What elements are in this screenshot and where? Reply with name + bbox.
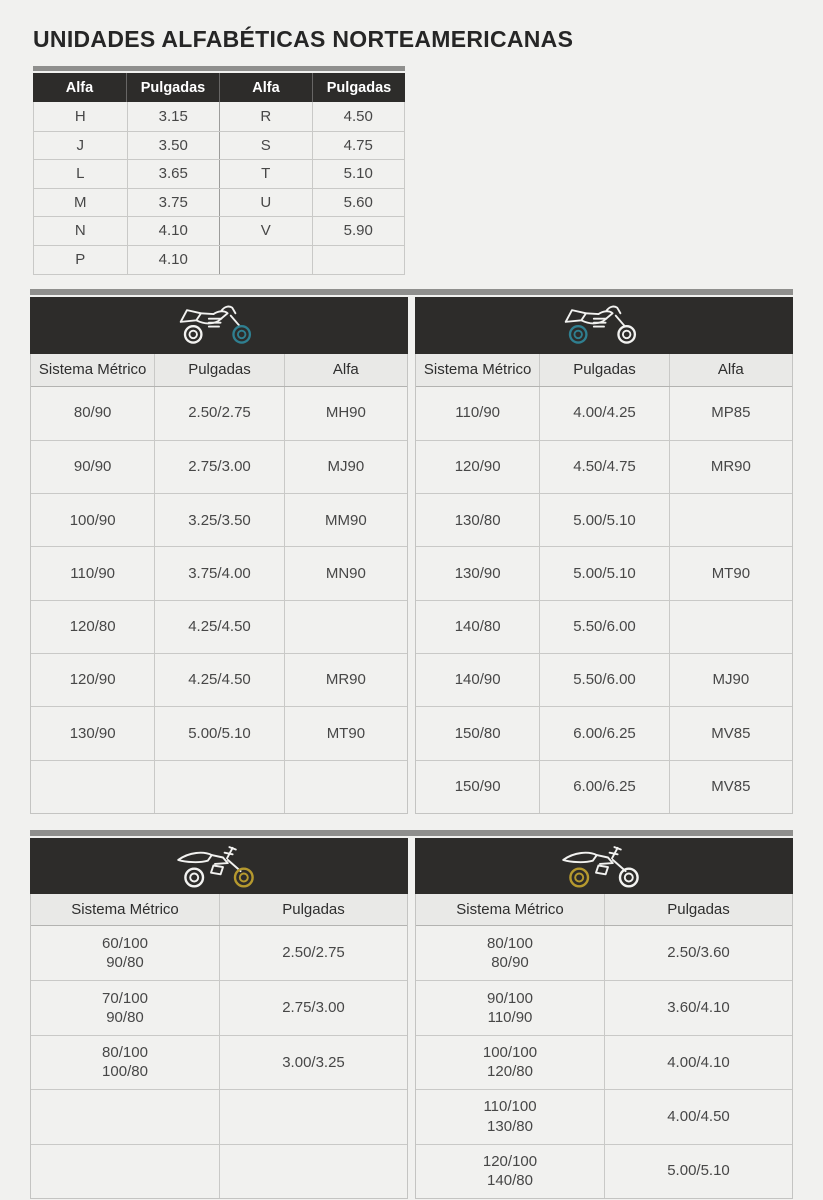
table-cell — [219, 1090, 407, 1143]
column-header-pulgadas: Pulgadas — [219, 894, 407, 925]
table-cell: 70/100 90/80 — [102, 989, 148, 1027]
table-cell: MH90 — [284, 387, 407, 440]
table-cell: 3.25/3.50 — [154, 494, 283, 546]
table-cell: MJ90 — [669, 654, 792, 706]
table-row — [34, 102, 404, 131]
table-cell: 110/90 — [455, 404, 501, 422]
sport-motorcycle-rear-wheel-icon — [561, 302, 647, 348]
table-row — [31, 980, 407, 1034]
table-cell: V — [219, 217, 312, 245]
table-cell: M — [74, 193, 87, 211]
column-header-pulgadas: Pulgadas — [539, 354, 668, 386]
section-top-strip — [30, 830, 793, 836]
table-cell: 80/100 100/80 — [102, 1043, 148, 1081]
table-row — [31, 600, 407, 653]
offroad-front-tire-band — [30, 838, 408, 894]
offroad-front-subheader — [31, 894, 407, 926]
table-cell: 140/90 — [454, 671, 501, 689]
table-cell: 4.25/4.50 — [154, 601, 283, 653]
table-row — [416, 387, 792, 440]
table-cell: 4.25/4.50 — [154, 654, 283, 706]
table-cell: MR90 — [284, 654, 407, 706]
page-title: UNIDADES ALFABÉTICAS NORTEAMERICANAS — [33, 26, 574, 52]
table-cell: MR90 — [669, 441, 792, 493]
table-cell: 4.50 — [312, 102, 405, 131]
table-cell: 5.00/5.10 — [154, 707, 283, 759]
table-cell: H — [74, 107, 86, 125]
table-cell: 120/100 140/80 — [482, 1152, 538, 1190]
table-row — [31, 1144, 407, 1198]
street-tables — [30, 297, 793, 814]
front-wheel — [618, 326, 634, 342]
table-cell: 5.00/5.10 — [539, 494, 668, 546]
table-row — [416, 926, 792, 980]
offroad-front-table-body — [31, 926, 407, 1198]
table-cell: P — [75, 251, 86, 269]
table-cell: 4.10 — [127, 217, 220, 245]
rear-wheel — [185, 326, 201, 342]
sport-motorcycle-front-wheel-icon — [176, 302, 262, 348]
street-front-tire-table — [30, 297, 408, 814]
offroad-front-tire-table — [30, 838, 408, 1199]
table-row — [31, 387, 407, 440]
table-cell — [219, 246, 312, 274]
table-cell: 3.75/4.00 — [154, 547, 283, 599]
table-row — [416, 653, 792, 706]
table-row — [416, 980, 792, 1034]
column-header-pulgadas: Pulgadas — [604, 894, 792, 925]
column-header-sistema-metrico: Sistema Métrico — [423, 361, 532, 379]
rear-wheel-highlighted — [570, 869, 588, 887]
table-cell: MM90 — [284, 494, 407, 546]
table-row — [416, 760, 792, 813]
table-cell: 3.60/4.10 — [604, 981, 792, 1034]
table-cell: L — [76, 165, 85, 183]
street-rear-table-frame — [415, 354, 793, 814]
table-row — [31, 926, 407, 980]
table-cell: 5.50/6.00 — [539, 654, 668, 706]
column-header-sistema-metrico: Sistema Métrico — [38, 361, 147, 379]
table-cell: MT90 — [669, 547, 792, 599]
table-cell: 4.50/4.75 — [539, 441, 668, 493]
street-front-tire-band — [30, 297, 408, 354]
street-front-table-frame — [30, 354, 408, 814]
table-cell: 4.10 — [127, 246, 220, 274]
front-wheel — [620, 869, 638, 887]
offroad-rear-table-frame — [415, 894, 793, 1199]
offroad-rear-tire-band — [415, 838, 793, 894]
table-cell: MV85 — [669, 707, 792, 759]
table-cell — [31, 1090, 219, 1143]
rear-wheel-highlighted — [570, 326, 586, 342]
table-cell — [219, 1145, 407, 1198]
table-cell — [31, 1145, 219, 1198]
table-row — [31, 706, 407, 759]
table-cell — [154, 761, 283, 813]
section-top-strip — [30, 289, 793, 295]
table-cell: 80/90 — [73, 404, 112, 422]
table-row — [34, 245, 404, 274]
table-row — [416, 440, 792, 493]
rear-wheel — [185, 869, 203, 887]
table-cell: 110/90 — [70, 564, 116, 582]
table-cell: 2.50/3.60 — [604, 926, 792, 980]
table-cell: 100/100 120/80 — [482, 1043, 538, 1081]
table-row — [31, 440, 407, 493]
table-row — [416, 493, 792, 546]
column-header-pulgadas: Pulgadas — [312, 73, 405, 102]
table-cell: 80/100 80/90 — [487, 934, 533, 972]
street-front-subheader — [31, 354, 407, 387]
front-wheel-highlighted — [233, 326, 249, 342]
table-cell: 3.50 — [127, 132, 220, 160]
table-cell: S — [219, 132, 312, 160]
table-cell: MN90 — [284, 547, 407, 599]
dirt-motorcycle-front-wheel-icon — [175, 842, 263, 889]
table-row — [416, 1089, 792, 1143]
table-cell: 4.00/4.50 — [604, 1090, 792, 1143]
table-cell: 150/90 — [454, 778, 501, 796]
offroad-tables — [30, 838, 793, 1199]
table-cell: 120/90 — [69, 671, 116, 689]
street-rear-table-body — [416, 387, 792, 813]
street-tires-section — [30, 289, 793, 814]
table-cell: 90/100 110/90 — [487, 989, 533, 1027]
table-row — [416, 1144, 792, 1198]
dirt-motorcycle-rear-wheel-icon — [560, 842, 648, 889]
street-front-table-body — [31, 387, 407, 813]
table-cell: 120/80 — [69, 618, 116, 636]
alpha-units-table — [33, 66, 405, 275]
table-cell: 2.50/2.75 — [154, 387, 283, 440]
column-header-alfa: Alfa — [284, 354, 407, 386]
column-header-sistema-metrico: Sistema Métrico — [456, 900, 564, 918]
table-top-strip — [33, 66, 405, 71]
table-cell: 5.10 — [312, 160, 405, 188]
table-row — [34, 131, 404, 160]
table-row — [31, 493, 407, 546]
table-cell — [312, 246, 405, 274]
table-cell: 5.00/5.10 — [539, 547, 668, 599]
table-cell: 5.50/6.00 — [539, 601, 668, 653]
offroad-tires-section — [30, 830, 793, 1199]
table-row — [31, 1089, 407, 1143]
table-row — [416, 600, 792, 653]
column-header-alfa: Alfa — [219, 73, 312, 102]
table-cell: 5.60 — [312, 189, 405, 217]
table-cell: 6.00/6.25 — [539, 707, 668, 759]
table-cell — [31, 761, 154, 813]
table-cell: 150/80 — [454, 724, 501, 742]
table-row — [34, 216, 404, 245]
table-cell — [669, 601, 792, 653]
table-cell: MT90 — [284, 707, 407, 759]
table-cell: 140/80 — [454, 618, 501, 636]
table-row — [31, 546, 407, 599]
table-row — [416, 706, 792, 759]
table-cell: MP85 — [669, 387, 792, 440]
table-cell: N — [74, 222, 86, 240]
street-rear-subheader — [416, 354, 792, 387]
table-cell: J — [76, 136, 84, 154]
table-cell: 3.75 — [127, 189, 220, 217]
table-row — [416, 1035, 792, 1089]
table-row — [416, 546, 792, 599]
offroad-front-table-frame — [30, 894, 408, 1199]
column-header-pulgadas: Pulgadas — [126, 73, 219, 102]
street-rear-tire-band — [415, 297, 793, 354]
table-row — [31, 760, 407, 813]
table-cell: 3.65 — [127, 160, 220, 188]
table-cell: 2.75/3.00 — [219, 981, 407, 1034]
table-cell: 4.75 — [312, 132, 405, 160]
table-cell: 130/90 — [69, 724, 116, 742]
table-cell: MJ90 — [284, 441, 407, 493]
table-cell: 120/90 — [454, 458, 501, 476]
alpha-table-header — [33, 73, 405, 102]
table-cell: 130/90 — [454, 564, 501, 582]
table-row — [34, 188, 404, 217]
table-cell: T — [219, 160, 312, 188]
table-cell — [284, 761, 407, 813]
table-cell — [284, 601, 407, 653]
table-row — [34, 159, 404, 188]
table-cell: 4.00/4.25 — [539, 387, 668, 440]
offroad-rear-table-body — [416, 926, 792, 1198]
offroad-rear-tire-table — [415, 838, 793, 1199]
column-header-pulgadas: Pulgadas — [154, 354, 283, 386]
table-cell: MV85 — [669, 761, 792, 813]
column-header-sistema-metrico: Sistema Métrico — [71, 900, 179, 918]
table-cell: 60/100 90/80 — [102, 934, 148, 972]
alpha-table-body — [33, 102, 405, 275]
column-header-alfa: Alfa — [65, 79, 94, 96]
table-cell — [669, 494, 792, 546]
table-cell: 3.15 — [127, 102, 220, 131]
table-cell: R — [219, 102, 312, 131]
table-cell: 130/80 — [454, 511, 501, 529]
table-cell: 3.00/3.25 — [219, 1036, 407, 1089]
table-cell: 5.90 — [312, 217, 405, 245]
table-row — [31, 1035, 407, 1089]
table-cell: 5.00/5.10 — [604, 1145, 792, 1198]
table-row — [31, 653, 407, 706]
front-wheel-highlighted — [235, 869, 253, 887]
table-cell: 2.50/2.75 — [219, 926, 407, 980]
table-cell: 110/100 130/80 — [483, 1098, 537, 1135]
column-header-alfa: Alfa — [669, 354, 792, 386]
table-cell: 90/90 — [73, 458, 112, 476]
table-cell: 4.00/4.10 — [604, 1036, 792, 1089]
table-cell: 6.00/6.25 — [539, 761, 668, 813]
table-cell: 2.75/3.00 — [154, 441, 283, 493]
table-cell: U — [219, 189, 312, 217]
offroad-rear-subheader — [416, 894, 792, 926]
table-cell: 100/90 — [69, 511, 116, 529]
street-rear-tire-table — [415, 297, 793, 814]
